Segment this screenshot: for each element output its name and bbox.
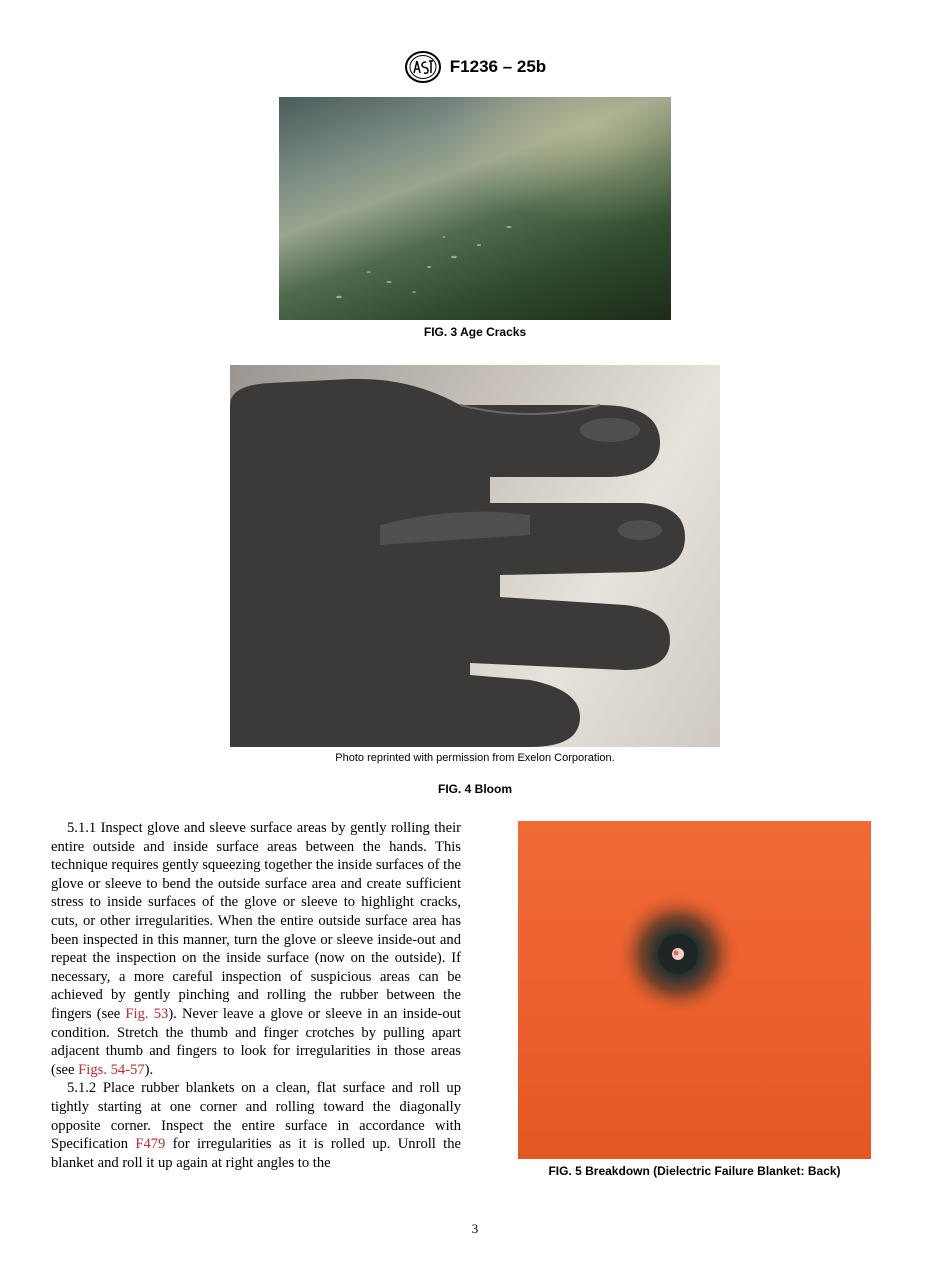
f479-link[interactable]: F479 <box>135 1136 166 1153</box>
bloom-glove-photo <box>230 365 720 747</box>
page-number: 3 <box>471 1221 479 1236</box>
figs-54-57-link[interactable]: Figs. 54-57 <box>78 1061 145 1078</box>
fig5-caption: FIG. 5 Breakdown (Dielectric Failure Blanket: Back) <box>548 1164 841 1178</box>
breakdown-blanket-photo <box>518 821 871 1159</box>
standard-number: F1236 – 25b <box>449 57 547 76</box>
fig3-caption: FIG. 3 Age Cracks <box>423 325 527 339</box>
fig4-caption: FIG. 4 Bloom <box>437 782 512 796</box>
fig4-credit: Photo reprinted with permission from Exelon Corporation. <box>335 752 615 764</box>
fig-53-link[interactable]: Fig. 53 <box>125 1005 169 1022</box>
burn-mark-illustration <box>518 821 871 1159</box>
paragraph-5-1-1: 5.1.1 Inspect glove and sleeve surface areas by gently rolling their entire outside and inside surface areas between the hands. This technique requires gently squeezing together the inside surfaces of the glove or sleeve to bend the outside surface area and create sufficient stress to inside surfaces of the glove or sleeve to highlight cracks, cuts, or other irregularities. When the entire outside surface area has been inspected in this manner, turn the glove or sleeve inside-out and repeat the inspection on the inside surface (now on the outside). If necessary, a more careful inspection of suspicious areas can be achieved by gently pinching and rolling the rubber between the fingers (see Fig. 53). Never leave a glove or sleeve in an inside-out condition. Stretch the thumb and finger crotches by pulling apart adjacent thumb and fingers to look for irregularities in those areas (see Figs. 54-57). <box>51 820 461 1078</box>
paragraph-5-1-2: 5.1.2 Place rubber blankets on a clean, flat surface and roll up tightly starting at one corner and rolling toward the diagonally opposite corner. Inspect the entire surface in accordance with Specification F479 for irregularities as it is rolled up. Unroll the blanket and roll it up again at right angles to the <box>51 1080 461 1171</box>
page-header <box>0 50 950 84</box>
glove-illustration <box>230 365 720 747</box>
body-text <box>51 819 461 1172</box>
age-cracks-texture <box>279 97 671 320</box>
astm-logo-icon <box>404 50 442 84</box>
age-cracks-photo <box>279 97 671 320</box>
